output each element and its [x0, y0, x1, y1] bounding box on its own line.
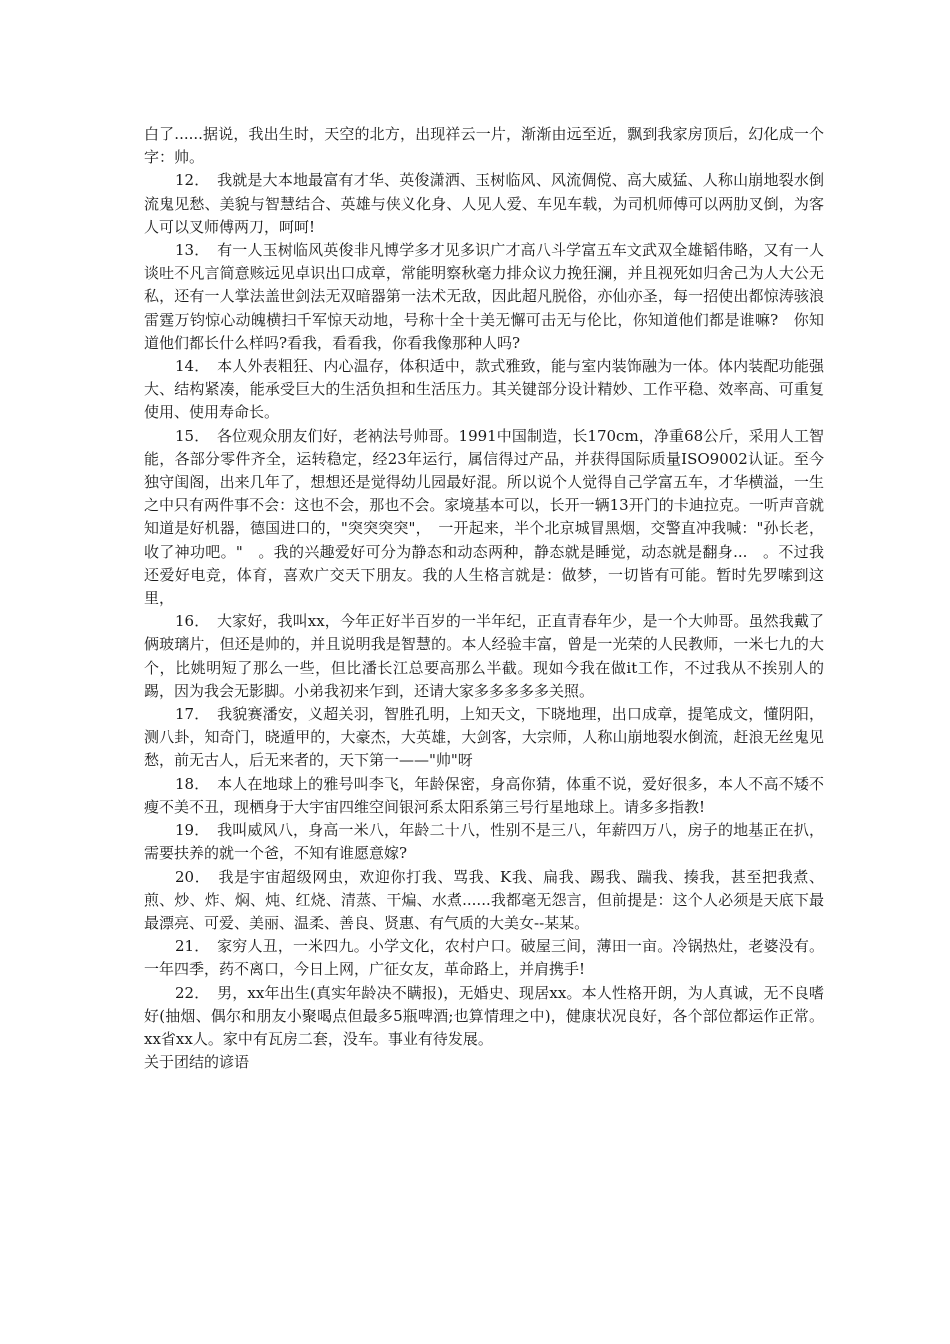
paragraph-intro: 白了......据说，我出生时，天空的北方，出现祥云一片，渐渐由远至近，飘到我家房顶后，幻化成一个字：帅。 [144, 125, 824, 167]
section-heading: 关于团结的谚语 [144, 1053, 250, 1072]
paragraph-14: 14． 本人外表粗狂、内心温存，体积适中，款式雅致，能与室内装饰融为一体。体内装配功能强大、结构紧凑，能承受巨大的生活负担和生活压力。其关键部分设计精妙、工作平稳、效率高、可重复使用、使用寿命长。 [144, 357, 824, 422]
paragraph-15: 15． 各位观众朋友们好，老衲法号帅哥。1991中国制造，长170cm，净重68公斤，采用人工智能，各部分零件齐全，运转稳定，经23年运行，属信得过产品，并获得国际质量ISO9002认证。至今独守闺阁，出来几年了，想想还是觉得幼儿园最好混。所以说个人觉得自己学富五车，才华横溢，一生之中只有两件事不会：这也不会，那也不会。家境基本可以，长开一辆13开门的卡迪拉克。一听声音就知道是好机器，德国进口的，"突突突突"， 一开起来，半个北京城冒黑烟，交警直冲我喊："孙长老，收了神功吧。" 。我的兴趣爱好可分为静态和动态两种，静态就是睡觉，动态就是翻身... 。不过我还爱好电竞，体育，喜欢广交天下朋友。我的人生格言就是：做梦，一切皆有可能。暂时先罗嗦到这里， [144, 426, 824, 608]
paragraph-20: 20． 我是宇宙超级网虫，欢迎你打我、骂我、K我、扁我、踢我、踹我、揍我，甚至把我煮、煎、炒、炸、焖、炖、红烧、清蒸、干煸、水煮......我都毫无怨言，但前提是：这个人必须是天底下最最漂亮、可爱、美丽、温柔、善良、贤惠、有气质的大美女--某某。 [144, 867, 824, 932]
paragraph-12: 12． 我就是大本地最富有才华、英俊潇洒、玉树临风、风流倜傥、高大威猛、人称山崩地裂水倒流鬼见愁、美貌与智慧结合、英雄与侠义化身、人见人爱、车见车载，为司机师傅可以两肋叉倒，为客人可以叉师傅两刀，呵呵! [144, 171, 824, 236]
paragraph-16: 16． 大家好，我叫xx，今年正好半百岁的一半年纪，正直青春年少，是一个大帅哥。虽然我戴了俩玻璃片，但还是帅的，并且说明我是智慧的。本人经验丰富，曾是一光荣的人民教师，一米七九的大个，比姚明短了那么一些，但比潘长江总要高那么半截。现如今我在做it工作，不过我从不挨别人的踢，因为我会无影脚。小弟我初来乍到，还请大家多多多多多关照。 [144, 612, 824, 700]
paragraph-13: 13． 有一人玉树临风英俊非凡博学多才见多识广才高八斗学富五车文武双全雄韬伟略，又有一人谈吐不凡言简意赅远见卓识出口成章，常能明察秋毫力排众议力挽狂澜，并且视死如归舍己为人大公无私，还有一人掌法盖世剑法无双暗器第一法术无敌，因此超凡脱俗，亦仙亦圣，每一招使出都惊涛骇浪雷霆万钧惊心动魄横扫千军惊天动地，号称十全十美无懈可击无与伦比，你知道他们都是谁嘛? 你知道他们都长什么样吗?看我，看看我，你看我像那种人吗? [144, 241, 824, 352]
paragraph-21: 21． 家穷人丑，一米四九。小学文化，农村户口。破屋三间，薄田一亩。冷锅热灶，老婆没有。一年四季，药不离口，今日上网，广征女友，革命路上，并肩携手! [144, 937, 824, 979]
paragraph-18: 18． 本人在地球上的雅号叫李飞，年龄保密，身高你猜，体重不说，爱好很多，本人不高不矮不瘦不美不丑，现栖身于大宇宙四维空间银河系太阳系第三号行星地球上。请多多指教! [144, 774, 824, 816]
paragraph-22: 22． 男，xx年出生(真实年龄决不瞒报)，无婚史、现居xx。本人性格开朗，为人真诚，无不良嗜好(抽烟、偶尔和朋友小聚喝点但最多5瓶啤酒;也算情理之中)，健康状况良好，各个部位都运作正常。xx省xx人。家中有瓦房二套，没车。事业有待发展。 [144, 983, 824, 1048]
paragraph-19: 19． 我叫威风八，身高一米八，年龄二十八，性别不是三八，年薪四万八，房子的地基正在扒，需要扶养的就一个爸，不知有谁愿意嫁? [144, 821, 824, 863]
document-body [144, 123, 824, 1074]
paragraph-17: 17． 我貌赛潘安，义超关羽，智胜孔明，上知天文，下晓地理，出口成章，提笔成文，懂阴阳，测八卦，知奇门，晓遁甲的，大豪杰，大英雄，大剑客，大宗师，人称山崩地裂水倒流，赶浪无丝鬼见愁，前无古人，后无来者的，天下第一——"帅"呀 [144, 705, 824, 770]
